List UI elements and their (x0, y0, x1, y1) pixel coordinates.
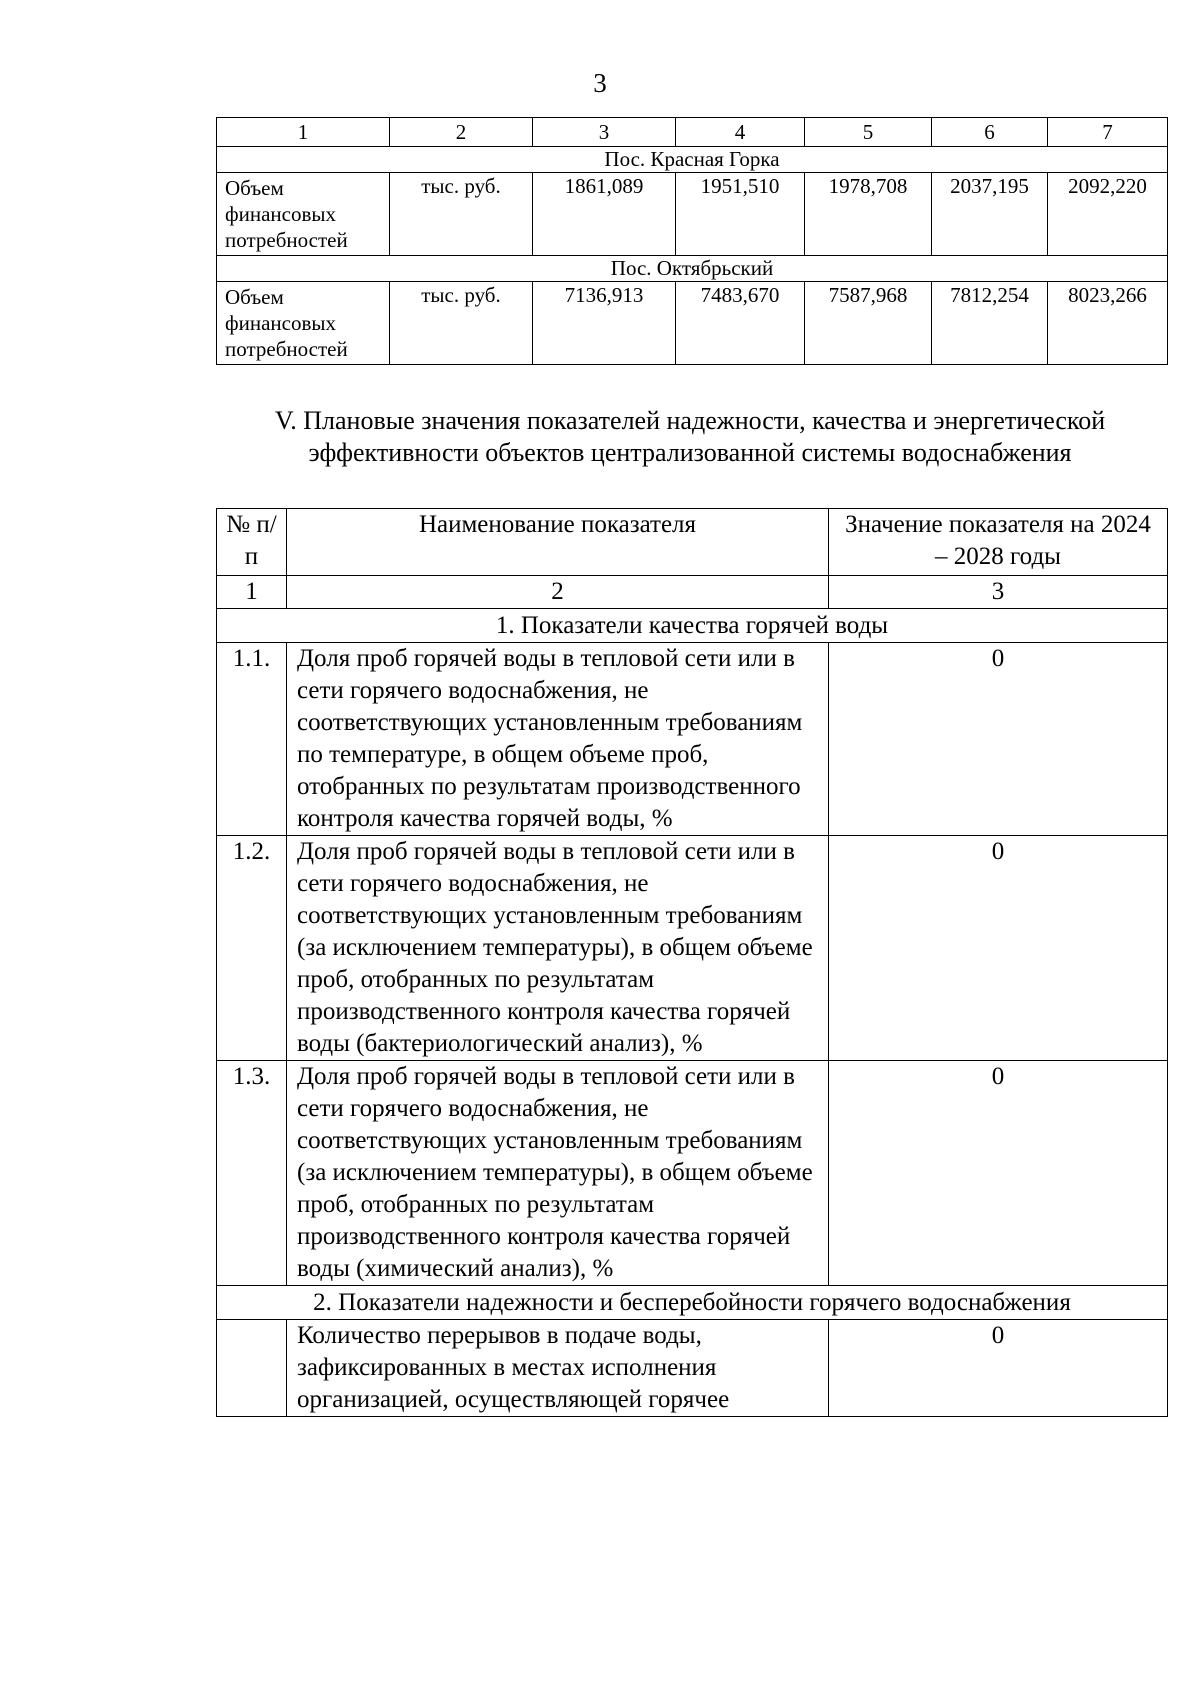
col-number: 3 (533, 118, 676, 147)
row-value: 7812,254 (932, 282, 1048, 365)
row-value: 1951,510 (676, 173, 805, 256)
row-unit: тыс. руб. (390, 173, 533, 256)
row-name: Доля проб горячей воды в тепловой сети или в сети горячего водоснабжения, не соответствующих установленным требованиям (за исключением температуры), в общем объеме проб, отобранных по результатам производственного контроля качества горячей воды (химический анализ), % (287, 1061, 829, 1286)
row-name: Доля проб горячей воды в тепловой сети или в сети горячего водоснабжения, не соответствующих установленным требованиям по температуре, в общем объеме проб, отобранных по результатам производственного контроля качества горячей воды, % (287, 643, 829, 836)
table-row (217, 1320, 1168, 1417)
section-title: Пос. Октябрьский (217, 256, 1168, 282)
row-name: Количество перерывов в подаче воды, зафиксированных в местах исполнения организацией, осуществляющей горячее (287, 1320, 829, 1417)
row-value: 1978,708 (805, 173, 932, 256)
table-row (217, 836, 1168, 1061)
col-number: 2 (287, 576, 829, 609)
row-value: 0 (829, 836, 1168, 1061)
row-value: 2037,195 (932, 173, 1048, 256)
col-number: 1 (217, 576, 287, 609)
row-value: 0 (829, 643, 1168, 836)
row-num: 1.1. (217, 643, 287, 836)
row-name: Доля проб горячей воды в тепловой сети или в сети горячего водоснабжения, не соответствующих установленным требованиям (за исключением температуры), в общем объеме проб, отобранных по результатам производственного контроля качества горячей воды (бактериологический анализ), % (287, 836, 829, 1061)
col-number: 2 (390, 118, 533, 147)
table-row (217, 173, 1168, 256)
group-row (217, 1286, 1168, 1320)
row-value: 7483,670 (676, 282, 805, 365)
indicators-table (216, 508, 1168, 1417)
header-name: Наименование показателя (287, 509, 829, 576)
row-value: 2092,220 (1048, 173, 1168, 256)
header-value: Значение показателя на 2024 – 2028 годы (829, 509, 1168, 576)
row-num: 1.2. (217, 836, 287, 1061)
row-value: 8023,266 (1048, 282, 1168, 365)
table-row (217, 282, 1168, 365)
col-number: 1 (217, 118, 390, 147)
page-number: 3 (593, 68, 607, 98)
section-row (217, 147, 1168, 173)
col-number: 6 (932, 118, 1048, 147)
header-row (217, 509, 1168, 576)
column-number-row (217, 576, 1168, 609)
row-unit: тыс. руб. (390, 282, 533, 365)
heading-line: V. Плановые значения показателей надежности, качества и энергетической (274, 406, 1106, 435)
section-title: Пос. Красная Горка (217, 147, 1168, 173)
header-num: № п/п (217, 509, 287, 576)
group-title: 2. Показатели надежности и бесперебойности горячего водоснабжения (217, 1286, 1168, 1320)
col-number: 7 (1048, 118, 1168, 147)
row-name: Объем финансовых потребностей (217, 173, 390, 256)
row-value: 0 (829, 1320, 1168, 1417)
col-number: 3 (829, 576, 1168, 609)
financial-needs-table (216, 117, 1168, 365)
row-num: 1.3. (217, 1061, 287, 1286)
table-row (217, 643, 1168, 836)
row-name: Объем финансовых потребностей (217, 282, 390, 365)
table-row (217, 1061, 1168, 1286)
col-number: 4 (676, 118, 805, 147)
group-title: 1. Показатели качества горячей воды (217, 609, 1168, 643)
section-heading (200, 405, 1180, 469)
row-num (217, 1320, 287, 1417)
column-number-row (217, 118, 1168, 147)
heading-line: эффективности объектов централизованной системы водоснабжения (308, 438, 1072, 467)
section-row (217, 256, 1168, 282)
group-row (217, 609, 1168, 643)
row-value: 7587,968 (805, 282, 932, 365)
col-number: 5 (805, 118, 932, 147)
row-value: 1861,089 (533, 173, 676, 256)
row-value: 0 (829, 1061, 1168, 1286)
row-value: 7136,913 (533, 282, 676, 365)
